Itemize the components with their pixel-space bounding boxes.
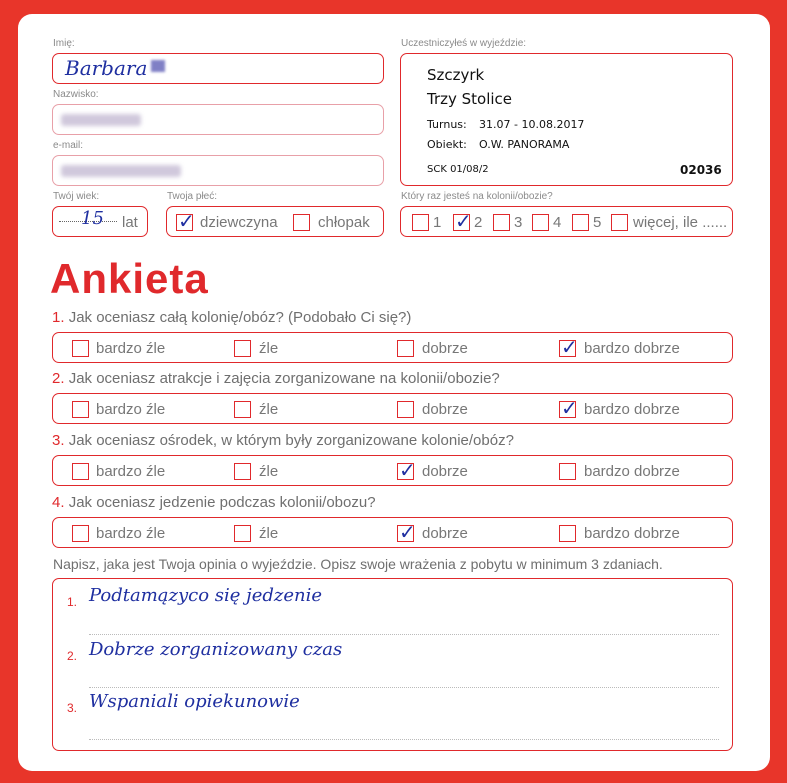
checkmark-icon: ✓ <box>399 520 416 544</box>
question-4: 4. Jak oceniasz jedzenie podczas kolonii/obozu? <box>52 494 376 511</box>
q3-checkbox-very-good[interactable] <box>559 463 576 480</box>
opinion-text-2: Dobrze zorganizowany czas <box>89 639 343 660</box>
checkmark-icon: ✓ <box>399 458 416 482</box>
q2-option-bad: źle <box>259 401 279 418</box>
age-field[interactable] <box>52 206 148 237</box>
q1-option-very-good: bardzo dobrze <box>584 340 680 357</box>
camp-number: 02036 <box>680 163 722 177</box>
times-option-5: 5 <box>593 214 602 231</box>
q1-option-very-bad: bardzo źle <box>96 340 166 357</box>
opinion-textarea[interactable] <box>52 578 733 751</box>
rating-row-1 <box>52 332 733 363</box>
q3-checkbox-very-bad[interactable] <box>72 463 89 480</box>
q1-option-good: dobrze <box>422 340 468 357</box>
question-2: 2. Jak oceniasz atrakcje i zajęcia zorganizowane na kolonii/obozie? <box>52 370 500 387</box>
q4-checkbox-good[interactable] <box>397 520 416 544</box>
obiekt-value: O.W. PANORAMA <box>479 138 570 151</box>
q2-checkbox-good[interactable] <box>397 401 414 418</box>
q3-checkbox-good[interactable] <box>397 458 416 482</box>
q3-option-bad: źle <box>259 463 279 480</box>
first-name-label: Imię: <box>53 38 75 49</box>
age-suffix: lat <box>122 214 138 231</box>
opinion-number-2: 2. <box>67 649 78 663</box>
question-1: 1. Jak oceniasz całą kolonię/obóz? (Podobało Ci się?) <box>52 309 412 326</box>
q1-checkbox-bad[interactable] <box>234 340 251 357</box>
q3-checkbox-bad[interactable] <box>234 463 251 480</box>
times-field <box>400 206 733 237</box>
email-label: e-mail: <box>53 140 84 151</box>
turnus-label: Turnus: <box>427 118 467 131</box>
rating-row-2 <box>52 393 733 424</box>
q1-checkbox-good[interactable] <box>397 340 414 357</box>
times-option-more: więcej, ile ...... <box>633 214 728 231</box>
q1-option-bad: źle <box>259 340 279 357</box>
times-option-1: 1 <box>433 214 442 231</box>
q2-option-very-bad: bardzo źle <box>96 401 166 418</box>
times-option-3: 3 <box>514 214 523 231</box>
obiekt-label: Obiekt: <box>427 138 467 151</box>
q2-checkbox-very-bad[interactable] <box>72 401 89 418</box>
age-value: 15 <box>81 208 104 229</box>
times-checkbox-5[interactable] <box>572 214 589 231</box>
q4-option-very-bad: bardzo źle <box>96 525 166 542</box>
last-name-label: Nazwisko: <box>53 89 99 100</box>
times-checkbox-3[interactable] <box>493 214 510 231</box>
opinion-prompt: Napisz, jaka jest Twoja opinia o wyjeździe. Opisz swoje wrażenia z pobytu w minimum 3 zdaniach. <box>53 556 663 572</box>
redacted-mark <box>151 60 165 72</box>
times-checkbox-1[interactable] <box>412 214 429 231</box>
q2-option-very-good: bardzo dobrze <box>584 401 680 418</box>
sex-option-girl: dziewczyna <box>200 214 278 231</box>
q2-checkbox-bad[interactable] <box>234 401 251 418</box>
sex-checkbox-girl[interactable] <box>176 209 195 233</box>
first-name-field[interactable] <box>52 53 384 84</box>
camp-city: Szczyrk <box>427 66 485 84</box>
checkmark-icon: ✓ <box>455 209 472 233</box>
turnus-value: 31.07 - 10.08.2017 <box>479 118 585 131</box>
q4-checkbox-very-good[interactable] <box>559 525 576 542</box>
sex-checkbox-boy[interactable] <box>293 214 310 231</box>
times-label: Który raz jesteś na kolonii/obozie? <box>401 191 553 202</box>
q1-checkbox-very-bad[interactable] <box>72 340 89 357</box>
first-name-value: Barbara <box>65 56 148 80</box>
camp-stamp-box <box>400 53 733 186</box>
checkmark-icon: ✓ <box>178 209 195 233</box>
q4-option-bad: źle <box>259 525 279 542</box>
age-label: Twój wiek: <box>53 191 100 202</box>
sex-label: Twoja płeć: <box>167 191 218 202</box>
q4-option-very-good: bardzo dobrze <box>584 525 680 542</box>
times-checkbox-more[interactable] <box>611 214 628 231</box>
redacted-email <box>61 165 181 177</box>
camp-label: Uczestniczyłeś w wyjeździe: <box>401 38 527 49</box>
q4-option-good: dobrze <box>422 525 468 542</box>
opinion-number-1: 1. <box>67 595 78 609</box>
camp-name: Trzy Stolice <box>427 90 513 108</box>
q4-checkbox-very-bad[interactable] <box>72 525 89 542</box>
question-3: 3. Jak oceniasz ośrodek, w którym były zorganizowane kolonie/obóz? <box>52 432 514 449</box>
checkmark-icon: ✓ <box>561 335 578 359</box>
camp-code: SCK 01/08/2 <box>427 164 489 175</box>
sex-option-boy: chłopak <box>318 214 370 231</box>
opinion-number-3: 3. <box>67 701 78 715</box>
q4-checkbox-bad[interactable] <box>234 525 251 542</box>
sex-field <box>166 206 384 237</box>
q3-option-very-good: bardzo dobrze <box>584 463 680 480</box>
survey-title: Ankieta <box>50 255 209 302</box>
rating-row-3 <box>52 455 733 486</box>
rating-row-4 <box>52 517 733 548</box>
times-checkbox-4[interactable] <box>532 214 549 231</box>
q2-checkbox-very-good[interactable] <box>559 396 578 420</box>
q3-option-good: dobrze <box>422 463 468 480</box>
email-field[interactable] <box>52 155 384 186</box>
q1-checkbox-very-good[interactable] <box>559 335 578 359</box>
redacted-last-name <box>61 114 141 126</box>
q2-option-good: dobrze <box>422 401 468 418</box>
times-checkbox-2[interactable] <box>453 209 472 233</box>
times-option-2: 2 <box>474 214 483 231</box>
last-name-field[interactable] <box>52 104 384 135</box>
checkmark-icon: ✓ <box>561 396 578 420</box>
times-option-4: 4 <box>553 214 562 231</box>
opinion-text-1: Podtamązyco się jedzenie <box>89 585 323 606</box>
opinion-text-3: Wspaniali opiekunowie <box>89 691 300 712</box>
q3-option-very-bad: bardzo źle <box>96 463 166 480</box>
